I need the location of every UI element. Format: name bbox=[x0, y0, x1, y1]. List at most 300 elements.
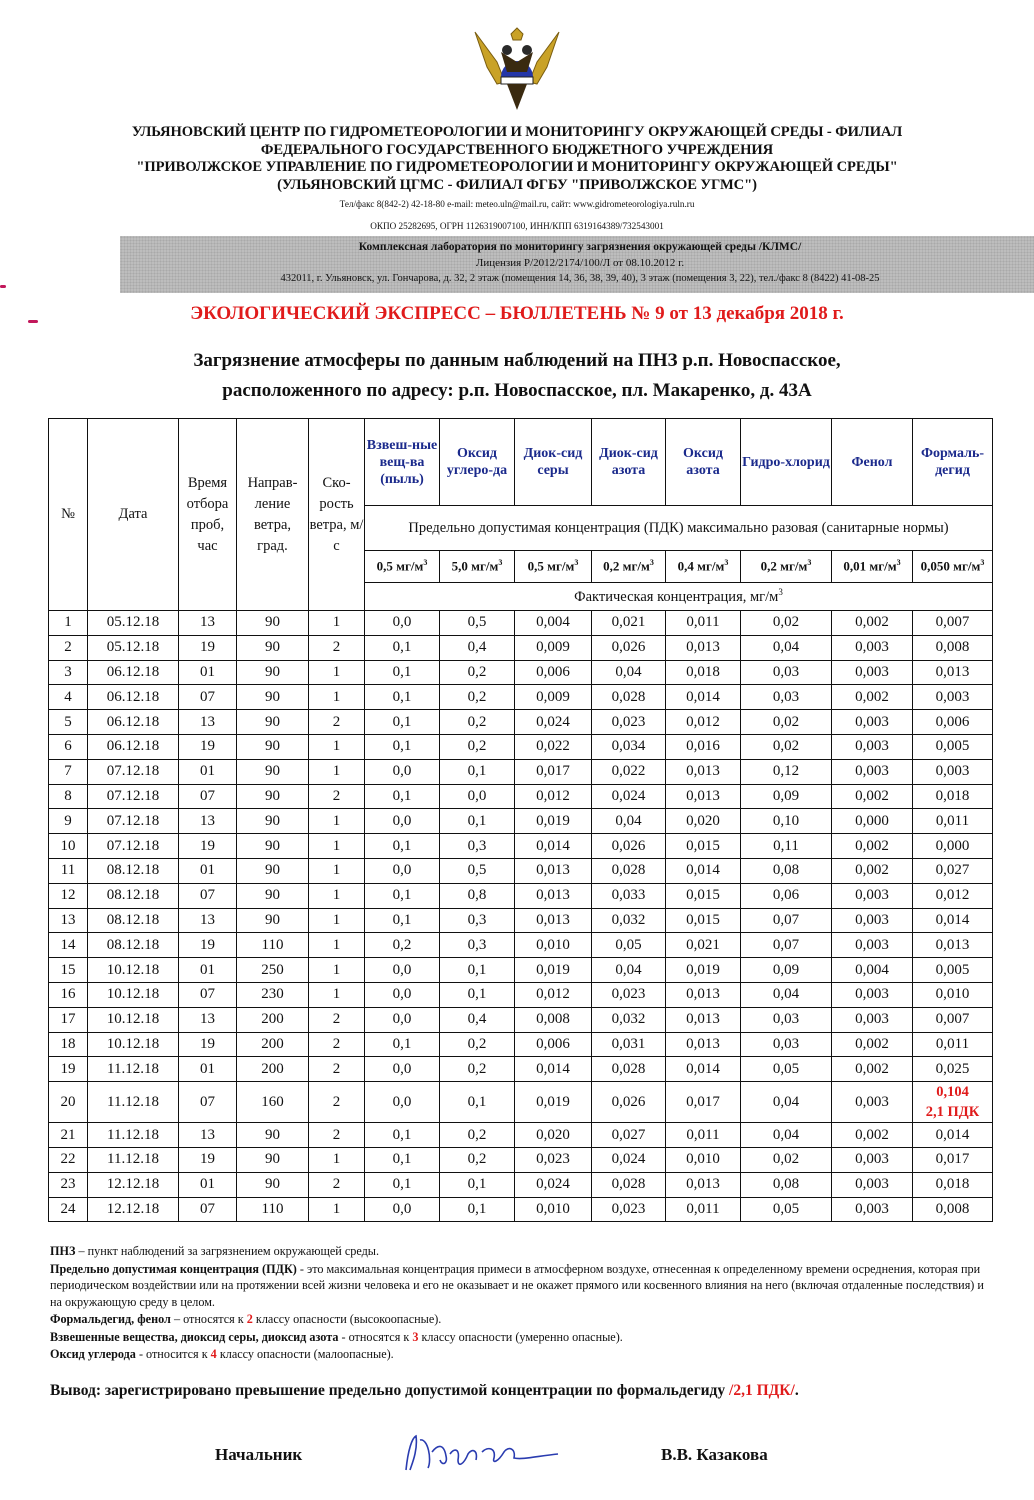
table-cell: 0,03 bbox=[741, 1032, 832, 1057]
table-cell: 01 bbox=[179, 759, 237, 784]
lab-address: 432011, г. Ульяновск, ул. Гончарова, д. 32, 2 этаж (помещения 14, 36, 38, 39, 40), 3 этаж (помещения 3, 22), тел./факс 8 (8422) 41-08-25 bbox=[280, 273, 880, 284]
table-cell: 0,023 bbox=[592, 982, 666, 1007]
table-cell: 0,031 bbox=[592, 1032, 666, 1057]
table-cell: 1 bbox=[309, 958, 365, 983]
table-cell: 2 bbox=[309, 1082, 365, 1123]
table-row bbox=[49, 933, 993, 958]
table-cell: 06.12.18 bbox=[88, 660, 179, 685]
table-cell: 0,018 bbox=[913, 784, 993, 809]
table-cell: 0,033 bbox=[592, 883, 666, 908]
table-cell: 1 bbox=[309, 611, 365, 636]
col-header-carbon-monoxide: Оксид углеро-да bbox=[440, 419, 515, 506]
table-cell: 0,05 bbox=[592, 933, 666, 958]
table-cell: 200 bbox=[237, 1032, 309, 1057]
table-cell: 19 bbox=[179, 834, 237, 859]
table-cell: 0,08 bbox=[741, 858, 832, 883]
table-row bbox=[49, 685, 993, 710]
table-cell: 0,06 bbox=[741, 883, 832, 908]
table-cell: 13 bbox=[179, 1123, 237, 1148]
table-cell: 0,0 bbox=[365, 759, 440, 784]
table-cell: 4 bbox=[49, 685, 88, 710]
table-cell: 0,013 bbox=[666, 635, 741, 660]
table-cell: 0,003 bbox=[913, 759, 993, 784]
table-cell: 07 bbox=[179, 685, 237, 710]
table-cell: 10.12.18 bbox=[88, 1032, 179, 1057]
table-cell: 01 bbox=[179, 1057, 237, 1082]
table-cell: 07.12.18 bbox=[88, 759, 179, 784]
table-cell: 0,006 bbox=[913, 710, 993, 735]
table-cell: 0,0 bbox=[365, 611, 440, 636]
table-cell: 0,2 bbox=[365, 933, 440, 958]
table-cell: 0,11 bbox=[741, 834, 832, 859]
note-pdk: Предельно допустимая концентрация (ПДК) - это максимальная концентрация примеси в атмосферном воздухе, отнесенная к определенному времени осреднения, которая при периодическом воздействии или на протяжении всей жизни человека и его не оказывает и не окажет прямого или косвенного влияния на него (включая отдаленные последствия) и на окружающую среду в целом. bbox=[50, 1261, 984, 1309]
table-cell: 0,017 bbox=[913, 1147, 993, 1172]
table-cell: 1 bbox=[309, 1197, 365, 1222]
table-cell: 0,010 bbox=[913, 982, 993, 1007]
table-cell: 05.12.18 bbox=[88, 611, 179, 636]
table-cell: 0,006 bbox=[515, 1032, 592, 1057]
table-cell: 0,1 bbox=[440, 958, 515, 983]
table-cell: 0,012 bbox=[913, 883, 993, 908]
table-cell: 0,003 bbox=[832, 1082, 913, 1123]
table-cell: 1 bbox=[309, 734, 365, 759]
table-cell: 0,003 bbox=[832, 759, 913, 784]
table-cell: 0,03 bbox=[741, 685, 832, 710]
col-header-phenol: Фенол bbox=[832, 419, 913, 506]
col-header-wind-speed: Ско-рость ветра, м/с bbox=[309, 419, 365, 611]
table-cell: 0,2 bbox=[440, 710, 515, 735]
table-cell: 0,021 bbox=[592, 611, 666, 636]
pollution-data-table bbox=[48, 418, 993, 1222]
table-cell: 0,04 bbox=[741, 1123, 832, 1148]
table-cell: 90 bbox=[237, 908, 309, 933]
table-cell: 0,009 bbox=[515, 635, 592, 660]
lab-license: Лицензия Р/2012/2174/100/Л от 08.10.2012 г. bbox=[475, 257, 685, 269]
table-cell: 14 bbox=[49, 933, 88, 958]
table-cell: 13 bbox=[49, 908, 88, 933]
col-header-sulfur-dioxide: Диок-сид серы bbox=[515, 419, 592, 506]
table-cell: 0,1 bbox=[365, 784, 440, 809]
table-cell: 0,013 bbox=[515, 908, 592, 933]
table-cell: 0,032 bbox=[592, 1007, 666, 1032]
table-row bbox=[49, 710, 993, 735]
table-cell: 0,002 bbox=[832, 834, 913, 859]
table-cell: 8 bbox=[49, 784, 88, 809]
table-cell: 0,013 bbox=[515, 858, 592, 883]
table-cell: 0,2 bbox=[440, 1147, 515, 1172]
table-cell: 0,009 bbox=[515, 685, 592, 710]
pdk-value: 0,2 $мг/м^3$ bbox=[592, 551, 666, 583]
table-cell: 10 bbox=[49, 834, 88, 859]
table-cell: 19 bbox=[179, 1147, 237, 1172]
col-header-dust: Взвеш-ные вещ-ва (пыль) bbox=[365, 419, 440, 506]
table-cell: 19 bbox=[179, 635, 237, 660]
table-cell: 0,024 bbox=[592, 1147, 666, 1172]
table-cell: 110 bbox=[237, 1197, 309, 1222]
table-cell: 0,008 bbox=[913, 1197, 993, 1222]
table-cell: 0,02 bbox=[741, 710, 832, 735]
table-cell: 0,3 bbox=[440, 908, 515, 933]
table-cell: 0,1 bbox=[365, 1032, 440, 1057]
table-cell: 0,1 bbox=[440, 1197, 515, 1222]
col-header-wind-direction: Направ-ление ветра, град. bbox=[237, 419, 309, 611]
table-cell: 0,04 bbox=[741, 982, 832, 1007]
table-cell: 0,002 bbox=[832, 1123, 913, 1148]
table-cell: 0,3 bbox=[440, 933, 515, 958]
table-cell: 12.12.18 bbox=[88, 1197, 179, 1222]
table-cell: 13 bbox=[179, 809, 237, 834]
table-cell: 0,2 bbox=[440, 685, 515, 710]
report-subtitle bbox=[40, 346, 994, 406]
table-cell: 0,002 bbox=[832, 858, 913, 883]
table-row bbox=[49, 809, 993, 834]
table-row bbox=[49, 1032, 993, 1057]
table-cell: 19 bbox=[49, 1057, 88, 1082]
table-cell: 0,013 bbox=[913, 660, 993, 685]
table-row bbox=[49, 1082, 993, 1123]
table-row bbox=[49, 784, 993, 809]
table-cell: 10.12.18 bbox=[88, 958, 179, 983]
table-cell: 1 bbox=[309, 685, 365, 710]
table-cell: 1 bbox=[309, 908, 365, 933]
table-cell: 0,019 bbox=[515, 958, 592, 983]
table-cell: 0,1 bbox=[365, 685, 440, 710]
table-cell: 0,2 bbox=[440, 1123, 515, 1148]
table-cell: 2 bbox=[309, 635, 365, 660]
table-cell: 0,010 bbox=[666, 1147, 741, 1172]
table-cell: 6 bbox=[49, 734, 88, 759]
table-cell: 0,0 bbox=[365, 809, 440, 834]
table-cell: 0,024 bbox=[515, 1172, 592, 1197]
table-cell: 1 bbox=[309, 858, 365, 883]
table-cell: 0,1 bbox=[365, 660, 440, 685]
table-cell: 0,013 bbox=[666, 1007, 741, 1032]
subtitle-line-2: расположенного по адресу: р.п. Новоспасское, пл. Макаренко, д. 43А bbox=[222, 380, 812, 401]
table-cell: 90 bbox=[237, 784, 309, 809]
organization-header bbox=[40, 124, 994, 194]
table-cell: 0,0 bbox=[365, 858, 440, 883]
table-cell: 0,003 bbox=[832, 933, 913, 958]
table-cell: 0,023 bbox=[592, 1197, 666, 1222]
table-cell: 0,005 bbox=[913, 958, 993, 983]
table-cell: 0,028 bbox=[592, 1172, 666, 1197]
pdk-caption: Предельно допустимая концентрация (ПДК) максимально разовая (санитарные нормы) bbox=[365, 506, 993, 551]
table-cell: 0,1 bbox=[365, 710, 440, 735]
table-cell: 0,014 bbox=[515, 834, 592, 859]
table-cell: 1 bbox=[309, 834, 365, 859]
table-row bbox=[49, 635, 993, 660]
table-cell: 0,026 bbox=[592, 834, 666, 859]
table-cell: 0,002 bbox=[832, 685, 913, 710]
table-cell: 0,019 bbox=[666, 958, 741, 983]
table-cell: 11.12.18 bbox=[88, 1057, 179, 1082]
table-cell: 0,014 bbox=[666, 858, 741, 883]
contacts-line: Тел/факс 8(842-2) 42-18-80 e-mail: meteo.uln@mail.ru, сайт: www.gidrometeorologiya.ruln.ru bbox=[339, 199, 695, 209]
table-cell: 08.12.18 bbox=[88, 933, 179, 958]
table-cell: 0,018 bbox=[666, 660, 741, 685]
org-line-1: УЛЬЯНОВСКИЙ ЦЕНТР ПО ГИДРОМЕТЕОРОЛОГИИ И МОНИТОРИНГУ ОКРУЖАЮЩЕЙ СРЕДЫ - ФИЛИАЛ bbox=[131, 124, 903, 140]
table-cell: 0,011 bbox=[913, 1032, 993, 1057]
table-cell: 0,002 bbox=[832, 1057, 913, 1082]
pdk-value: 0,050 $мг/м^3$ bbox=[913, 551, 993, 583]
table-cell: 0,015 bbox=[666, 908, 741, 933]
table-cell: 90 bbox=[237, 710, 309, 735]
table-cell: 01 bbox=[179, 858, 237, 883]
col-header-number: № bbox=[49, 419, 88, 611]
table-cell: 0,5 bbox=[440, 858, 515, 883]
handwritten-signature-icon bbox=[398, 1430, 568, 1475]
table-cell: 23 bbox=[49, 1172, 88, 1197]
table-cell: 0,0 bbox=[365, 1197, 440, 1222]
pdk-value: 0,4 $мг/м^3$ bbox=[666, 551, 741, 583]
table-cell: 0,1 bbox=[365, 908, 440, 933]
col-header-formaldehyde: Формаль-дегид bbox=[913, 419, 993, 506]
table-cell: 0,015 bbox=[666, 883, 741, 908]
table-cell: 0,003 bbox=[832, 982, 913, 1007]
table-cell: 0,8 bbox=[440, 883, 515, 908]
pdk-value: 0,5 $мг/м^3$ bbox=[365, 551, 440, 583]
table-cell: 0,08 bbox=[741, 1172, 832, 1197]
table-cell: 0,1 bbox=[365, 734, 440, 759]
table-cell: 0,013 bbox=[666, 784, 741, 809]
table-cell: 0,003 bbox=[832, 1197, 913, 1222]
table-cell: 0,004 bbox=[515, 611, 592, 636]
table-cell: 24 bbox=[49, 1197, 88, 1222]
note-class-2: Формальдегид, фенол – относятся к 2 классу опасности (высокоопасные). bbox=[50, 1312, 442, 1326]
table-cell: 07 bbox=[179, 784, 237, 809]
table-cell: 0,006 bbox=[515, 660, 592, 685]
table-cell: 230 bbox=[237, 982, 309, 1007]
table-cell: 0,1 bbox=[365, 1147, 440, 1172]
table-cell: 0,002 bbox=[832, 611, 913, 636]
col-header-nitrogen-oxide: Оксид азота bbox=[666, 419, 741, 506]
table-cell: 90 bbox=[237, 1172, 309, 1197]
table-cell: 0,12 bbox=[741, 759, 832, 784]
table-cell: 0,1 bbox=[440, 982, 515, 1007]
table-cell: 07 bbox=[179, 883, 237, 908]
table-cell: 0,024 bbox=[592, 784, 666, 809]
table-row bbox=[49, 759, 993, 784]
table-cell: 13 bbox=[179, 611, 237, 636]
table-cell: 0,008 bbox=[515, 1007, 592, 1032]
table-cell: 0,03 bbox=[741, 660, 832, 685]
table-cell: 5 bbox=[49, 710, 88, 735]
table-cell: 01 bbox=[179, 660, 237, 685]
lab-info-band bbox=[120, 236, 1034, 293]
bulletin-title: ЭКОЛОГИЧЕСКИЙ ЭКСПРЕСС – БЮЛЛЕТЕНЬ № 9 от 13 декабря 2018 г. bbox=[190, 303, 844, 324]
table-cell: 1 bbox=[309, 809, 365, 834]
table-cell: 0,0 bbox=[365, 958, 440, 983]
table-cell: 1 bbox=[309, 883, 365, 908]
table-cell: 0,014 bbox=[666, 685, 741, 710]
table-cell: 0,002 bbox=[832, 1032, 913, 1057]
org-line-3: "ПРИВОЛЖСКОЕ УПРАВЛЕНИЕ ПО ГИДРОМЕТЕОРОЛОГИИ И МОНИТОРИНГУ ОКРУЖАЮЩЕЙ СРЕДЫ" bbox=[136, 159, 898, 175]
table-cell: 90 bbox=[237, 635, 309, 660]
table-cell: 0,1 bbox=[440, 759, 515, 784]
table-cell: 160 bbox=[237, 1082, 309, 1123]
table-cell: 0,07 bbox=[741, 933, 832, 958]
table-cell: 0,004 bbox=[832, 958, 913, 983]
margin-mark bbox=[0, 285, 6, 288]
table-cell: 0,2 bbox=[440, 1032, 515, 1057]
exceedance-value: 0,104 bbox=[936, 1084, 969, 1101]
table-cell: 08.12.18 bbox=[88, 883, 179, 908]
table-cell: 2 bbox=[309, 1172, 365, 1197]
table-cell: 0,4 bbox=[440, 1007, 515, 1032]
table-cell: 0,013 bbox=[515, 883, 592, 908]
table-cell: 0,03 bbox=[741, 1007, 832, 1032]
table-cell: 0,0 bbox=[365, 1082, 440, 1123]
table-row bbox=[49, 883, 993, 908]
table-cell: 13 bbox=[179, 908, 237, 933]
table-row bbox=[49, 1172, 993, 1197]
table-cell: 1 bbox=[309, 1147, 365, 1172]
table-cell: 7 bbox=[49, 759, 88, 784]
table-cell: 0,017 bbox=[666, 1082, 741, 1123]
subtitle-line-1: Загрязнение атмосферы по данным наблюдений на ПНЗ р.п. Новоспасское, bbox=[193, 350, 841, 371]
table-cell: 1 bbox=[309, 660, 365, 685]
table-cell: 0,07 bbox=[741, 908, 832, 933]
table-cell: 0,015 bbox=[666, 834, 741, 859]
table-cell: 0,034 bbox=[592, 734, 666, 759]
table-row bbox=[49, 1123, 993, 1148]
table-cell: 0,1 bbox=[365, 1172, 440, 1197]
lab-name: Комплексная лаборатория по мониторингу загрязнения окружающей среды /КЛМС/ bbox=[358, 241, 802, 253]
table-cell: 9 bbox=[49, 809, 88, 834]
table-row bbox=[49, 1057, 993, 1082]
actual-concentration-caption: Фактическая концентрация, $мг/м^3$ bbox=[365, 583, 993, 611]
table-cell: 0,003 bbox=[832, 710, 913, 735]
table-cell: 0,011 bbox=[913, 809, 993, 834]
table-cell: 0,5 bbox=[440, 611, 515, 636]
table-cell: 0,022 bbox=[515, 734, 592, 759]
table-cell: 06.12.18 bbox=[88, 685, 179, 710]
table-cell: 0,04 bbox=[592, 958, 666, 983]
table-row bbox=[49, 1007, 993, 1032]
table-cell: 0,013 bbox=[666, 1172, 741, 1197]
table-cell: 90 bbox=[237, 759, 309, 784]
table-cell: 90 bbox=[237, 660, 309, 685]
table-cell: 0,003 bbox=[832, 908, 913, 933]
table-cell: 110 bbox=[237, 933, 309, 958]
table-cell: 11.12.18 bbox=[88, 1147, 179, 1172]
table-cell: 90 bbox=[237, 809, 309, 834]
table-cell: 11.12.18 bbox=[88, 1082, 179, 1123]
table-cell: 16 bbox=[49, 982, 88, 1007]
table-cell: 90 bbox=[237, 611, 309, 636]
table-cell: 0,022 bbox=[592, 759, 666, 784]
table-cell: 0,3 bbox=[440, 834, 515, 859]
table-cell: 0,0 bbox=[440, 784, 515, 809]
table-cell: 2 bbox=[309, 1123, 365, 1148]
table-cell: 2 bbox=[309, 1057, 365, 1082]
table-cell: 0,1 bbox=[440, 809, 515, 834]
pdk-value: 0,2 $мг/м^3$ bbox=[741, 551, 832, 583]
table-cell: 0,0 bbox=[365, 1057, 440, 1082]
table-cell: 22 bbox=[49, 1147, 88, 1172]
table-row bbox=[49, 734, 993, 759]
table-cell: 01 bbox=[179, 958, 237, 983]
table-cell: 0,1 bbox=[365, 834, 440, 859]
table-cell: 12.12.18 bbox=[88, 1172, 179, 1197]
table-cell: 0,005 bbox=[913, 734, 993, 759]
table-cell: 0,003 bbox=[832, 1172, 913, 1197]
table-cell: 0,000 bbox=[913, 834, 993, 859]
table-row bbox=[49, 611, 993, 636]
table-cell: 13 bbox=[179, 1007, 237, 1032]
table-cell: 90 bbox=[237, 685, 309, 710]
table-cell: 0,1 bbox=[365, 1123, 440, 1148]
table-cell: 90 bbox=[237, 858, 309, 883]
table-cell: 0,019 bbox=[515, 1082, 592, 1123]
table-cell: 2 bbox=[309, 710, 365, 735]
table-cell: 0,012 bbox=[515, 982, 592, 1007]
table-cell: 19 bbox=[179, 1032, 237, 1057]
table-cell: 07 bbox=[179, 982, 237, 1007]
table-cell: 0,020 bbox=[666, 809, 741, 834]
table-cell: 0,05 bbox=[741, 1057, 832, 1082]
table-row bbox=[49, 660, 993, 685]
table-cell: 0,014 bbox=[913, 1123, 993, 1148]
table-cell: 0,003 bbox=[832, 1147, 913, 1172]
table-cell: 1 bbox=[309, 933, 365, 958]
table-cell bbox=[913, 1082, 993, 1123]
table-cell: 0,007 bbox=[913, 611, 993, 636]
col-header-hydrogen-chloride: Гидро-хлорид bbox=[741, 419, 832, 506]
table-cell: 0,032 bbox=[592, 908, 666, 933]
table-cell: 18 bbox=[49, 1032, 88, 1057]
table-cell: 0,014 bbox=[515, 1057, 592, 1082]
table-cell: 0,000 bbox=[832, 809, 913, 834]
table-cell: 0,0 bbox=[365, 982, 440, 1007]
table-cell: 0,013 bbox=[666, 982, 741, 1007]
table-cell: 0,04 bbox=[592, 660, 666, 685]
table-cell: 0,003 bbox=[832, 883, 913, 908]
table-row bbox=[49, 858, 993, 883]
table-cell: 0,04 bbox=[741, 1082, 832, 1123]
table-cell: 0,09 bbox=[741, 784, 832, 809]
table-cell: 06.12.18 bbox=[88, 734, 179, 759]
table-cell: 07 bbox=[179, 1082, 237, 1123]
table-cell: 0,04 bbox=[592, 809, 666, 834]
table-cell: 200 bbox=[237, 1057, 309, 1082]
table-cell: 0,003 bbox=[832, 660, 913, 685]
margin-mark bbox=[28, 320, 38, 323]
table-cell: 01 bbox=[179, 1172, 237, 1197]
table-cell: 3 bbox=[49, 660, 88, 685]
table-cell: 0,05 bbox=[741, 1197, 832, 1222]
table-cell: 0,02 bbox=[741, 734, 832, 759]
table-cell: 15 bbox=[49, 958, 88, 983]
table-cell: 0,013 bbox=[666, 1032, 741, 1057]
table-cell: 0,10 bbox=[741, 809, 832, 834]
table-cell: 0,023 bbox=[592, 710, 666, 735]
table-cell: 11 bbox=[49, 858, 88, 883]
table-cell: 0,023 bbox=[515, 1147, 592, 1172]
table-cell: 0,010 bbox=[515, 933, 592, 958]
table-cell: 11.12.18 bbox=[88, 1123, 179, 1148]
table-cell: 90 bbox=[237, 834, 309, 859]
note-pnz: ПНЗ – пункт наблюдений за загрязнением окружающей среды. bbox=[50, 1244, 380, 1258]
pdk-value: 5,0 $мг/м^3$ bbox=[440, 551, 515, 583]
table-cell: 2 bbox=[309, 784, 365, 809]
table-cell: 1 bbox=[49, 611, 88, 636]
signer-name: В.В. Казакова bbox=[661, 1445, 768, 1464]
table-cell: 250 bbox=[237, 958, 309, 983]
table-cell: 0,003 bbox=[832, 1007, 913, 1032]
table-cell: 0,008 bbox=[913, 635, 993, 660]
table-cell: 0,014 bbox=[913, 908, 993, 933]
